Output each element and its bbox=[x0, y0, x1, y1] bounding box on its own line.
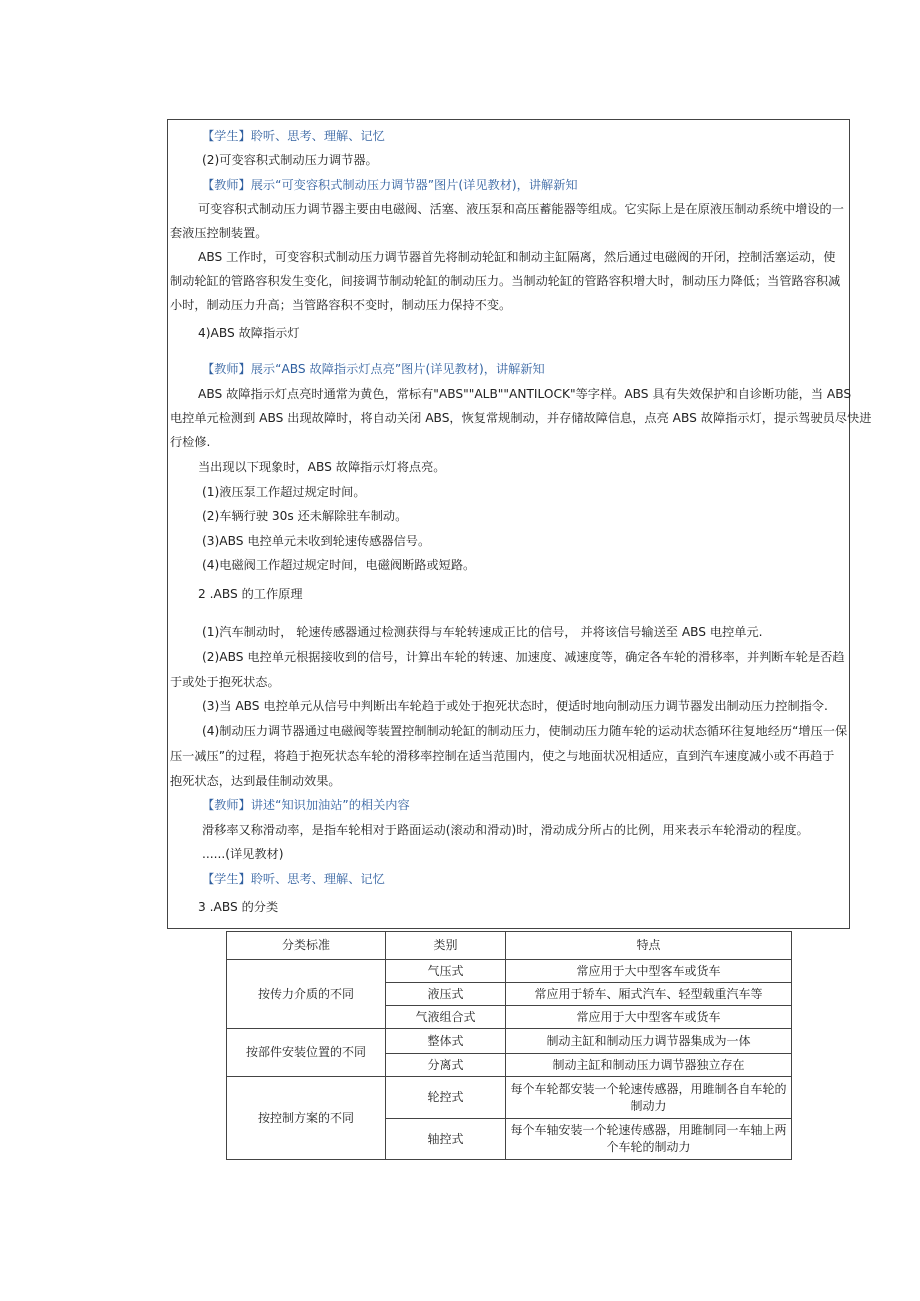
feature-cell: 制动主缸和制动压力调节器集成为一体 bbox=[506, 1029, 792, 1054]
paragraph-line: (1)汽车制动时， 轮速传感器通过检测获得与车轮转速成正比的信号， 并将该信号输送至 ABS 电控单元. bbox=[202, 625, 763, 639]
type-cell: 气液组合式 bbox=[386, 1006, 506, 1029]
paragraph-line: (3)当 ABS 电控单元从信号中判断出车轮趋于或处于抱死状态时，便适时地向制动压力调节器发出制动压力控制指令. bbox=[202, 699, 828, 713]
paragraph-line: ......(详见教材) bbox=[202, 847, 284, 861]
paragraph-line: (4)制动压力调节器通过电磁阀等装置控制制动轮缸的制动压力，使制动压力随车轮的运动状态循环往复地经历“增压一保 bbox=[202, 724, 848, 738]
feature-cell: 每个车轮都安装一个轮速传感器，用雎制各自车轮的制动力 bbox=[506, 1077, 792, 1119]
table-header-cell: 分类标准 bbox=[227, 932, 386, 960]
type-cell: 轮控式 bbox=[386, 1077, 506, 1119]
student-activity-label: 【学生】聆听、思考、理解、记忆 bbox=[202, 872, 385, 886]
list-item: (4)电磁阀工作超过规定时间，电磁阀断路或短路。 bbox=[202, 558, 476, 572]
type-cell: 气压式 bbox=[386, 960, 506, 983]
paragraph-line: (2)ABS 电控单元根据接收到的信号，计算出车轮的转速、加速度、减速度等，确定各车轮的滑移率，并判断车轮是否趋 bbox=[202, 650, 845, 664]
table-row bbox=[227, 1029, 792, 1054]
paragraph-line: 制动轮缸的管路容积发生变化，间接调节制动轮缸的制动压力。当制动轮缸的管路容积增大时，制动压力降低；当管路容积减 bbox=[170, 274, 841, 288]
paragraph-line: ABS 工作时，可变容积式制动压力调节器首先将制动轮缸和制动主缸隔离，然后通过电磁阀的开闭，控制活塞运动，使 bbox=[198, 250, 836, 264]
paragraph-line: 行检修. bbox=[170, 435, 211, 449]
table-header-row bbox=[227, 932, 792, 960]
feature-cell: 常应用于轿车、厢式汽车、轻型载重汽车等 bbox=[506, 983, 792, 1006]
subheading-variable-volume-regulator: (2)可变容积式制动压力调节器。 bbox=[202, 153, 378, 167]
classification-standard-cell: 按部件安装位置的不同 bbox=[227, 1029, 386, 1077]
feature-cell: 常应用于大中型客车或货车 bbox=[506, 960, 792, 983]
type-cell: 液压式 bbox=[386, 983, 506, 1006]
table-header-cell: 类别 bbox=[386, 932, 506, 960]
type-cell: 整体式 bbox=[386, 1029, 506, 1054]
feature-cell: 常应用于大中型客车或货车 bbox=[506, 1006, 792, 1029]
list-item: (2)车辆行驶 30s 还未解除驻车制动。 bbox=[202, 509, 408, 523]
paragraph-line: 滑移率又称滑动率，是指车轮相对于路面运动(滚动和滑动)时，滑动成分所占的比例，用来表示车轮滑动的程度。 bbox=[202, 823, 809, 837]
abs-classification-table bbox=[226, 931, 792, 1160]
list-item: (3)ABS 电控单元未收到轮速传感器信号。 bbox=[202, 534, 431, 548]
teacher-activity-label: 【教师】讲述“知识加油站”的相关内容 bbox=[202, 798, 410, 812]
paragraph-line: 可变容积式制动压力调节器主要由电磁阀、活塞、液压泵和高压蓄能器等组成。它实际上是在原液压制动系统中增设的一 bbox=[198, 202, 844, 216]
list-item: (1)液压泵工作超过规定时间。 bbox=[202, 485, 366, 499]
paragraph-line: 电控单元检测到 ABS 出现故障时，将自动关闭 ABS，恢复常规制动，并存储故障信息，点亮 ABS 故障指示灯，提示驾驶员尽快进 bbox=[170, 411, 872, 425]
paragraph-line: 于或处于抱死状态。 bbox=[170, 675, 280, 689]
subheading-abs-classification: 3 .ABS 的分类 bbox=[198, 900, 279, 914]
paragraph-line: 压一减压”的过程，将趋于抱死状态车轮的滑移率控制在适当范围内，使之与地面状况相适应，直到汽车速度减小或不再趋于 bbox=[170, 749, 835, 763]
paragraph-line: ABS 故障指示灯点亮时通常为黄色，常标有"ABS""ALB""ANTILOCK"等字样。ABS 具有失效保护和自诊断功能，当 ABS bbox=[198, 387, 852, 401]
table-row bbox=[227, 960, 792, 983]
paragraph-line: 小时，制动压力升高；当管路容积不变时，制动压力保持不变。 bbox=[170, 298, 512, 312]
table-row bbox=[227, 1077, 792, 1119]
classification-standard-cell: 按传力介质的不同 bbox=[227, 960, 386, 1029]
paragraph-line: 当出现以下现象时，ABS 故障指示灯将点亮。 bbox=[198, 460, 446, 474]
student-activity-label: 【学生】聆听、思考、理解、记忆 bbox=[202, 129, 385, 143]
paragraph-line: 套液压控制装置。 bbox=[170, 226, 268, 240]
type-cell: 分离式 bbox=[386, 1054, 506, 1077]
feature-cell: 制动主缸和制动压力调节器独立存在 bbox=[506, 1054, 792, 1077]
subheading-working-principle: 2 .ABS 的工作原理 bbox=[198, 587, 303, 601]
table-header-cell: 特点 bbox=[506, 932, 792, 960]
teacher-activity-label: 【教师】展示“ABS 故障指示灯点亮”图片(详见教材)，讲解新知 bbox=[202, 362, 545, 376]
paragraph-line: 抱死状态，达到最佳制动效果。 bbox=[170, 774, 341, 788]
type-cell: 轴控式 bbox=[386, 1119, 506, 1160]
classification-standard-cell: 按控制方案的不同 bbox=[227, 1077, 386, 1160]
teacher-activity-label: 【教师】展示“可变容积式制动压力调节器”图片(详见教材)，讲解新知 bbox=[202, 178, 578, 192]
feature-cell: 每个车轴安装一个轮速传感器，用雎制同一车轴上两个车轮的制动力 bbox=[506, 1119, 792, 1160]
subheading-abs-warning-light: 4)ABS 故障指示灯 bbox=[198, 326, 300, 340]
